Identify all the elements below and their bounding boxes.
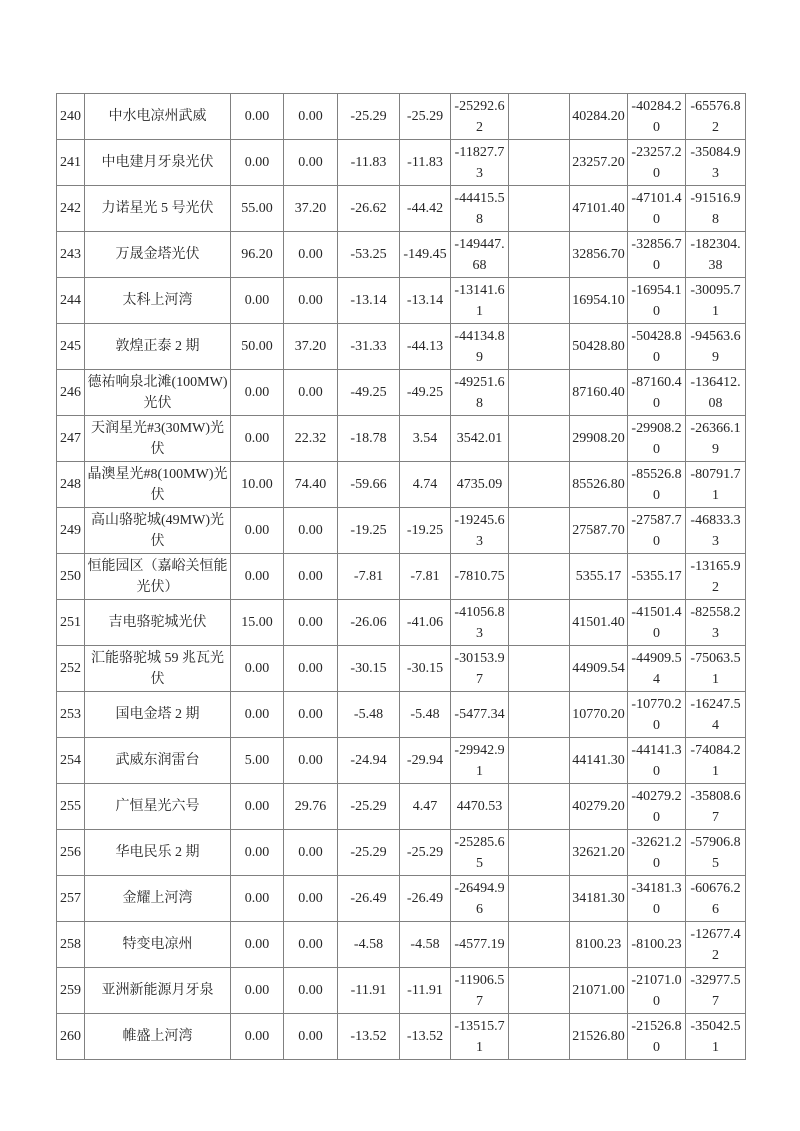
row-number-cell: 257 <box>57 876 85 922</box>
value-cell: 0.00 <box>231 94 284 140</box>
plant-name-cell: 太科上河湾 <box>85 278 231 324</box>
row-number-cell: 256 <box>57 830 85 876</box>
value-cell: 0.00 <box>284 370 338 416</box>
value-cell: -87160.40 <box>628 370 686 416</box>
table-row <box>57 324 746 370</box>
value-cell: -60676.26 <box>686 876 746 922</box>
value-cell <box>509 278 570 324</box>
table-row <box>57 692 746 738</box>
value-cell <box>509 830 570 876</box>
value-cell: -21526.80 <box>628 1014 686 1060</box>
value-cell: 0.00 <box>284 554 338 600</box>
value-cell: -32621.20 <box>628 830 686 876</box>
plant-name-cell: 广恒星光六号 <box>85 784 231 830</box>
plant-name-cell: 恒能园区（嘉峪关恒能光伏） <box>85 554 231 600</box>
plant-name-cell: 金耀上河湾 <box>85 876 231 922</box>
value-cell: 0.00 <box>231 370 284 416</box>
row-number-cell: 259 <box>57 968 85 1014</box>
plant-name-cell: 中电建月牙泉光伏 <box>85 140 231 186</box>
value-cell <box>509 416 570 462</box>
value-cell: 0.00 <box>284 140 338 186</box>
value-cell: -7.81 <box>338 554 400 600</box>
value-cell: -50428.80 <box>628 324 686 370</box>
row-number-cell: 243 <box>57 232 85 278</box>
value-cell: 85526.80 <box>570 462 628 508</box>
table-row <box>57 876 746 922</box>
value-cell: -44.42 <box>400 186 451 232</box>
row-number-cell: 247 <box>57 416 85 462</box>
value-cell: 0.00 <box>231 508 284 554</box>
value-cell: -26494.96 <box>451 876 509 922</box>
value-cell: 0.00 <box>231 646 284 692</box>
value-cell: -25.29 <box>338 94 400 140</box>
value-cell: -23257.20 <box>628 140 686 186</box>
table-row <box>57 600 746 646</box>
value-cell: 0.00 <box>284 1014 338 1060</box>
value-cell: -30095.71 <box>686 278 746 324</box>
value-cell: -11827.73 <box>451 140 509 186</box>
value-cell: 0.00 <box>231 140 284 186</box>
value-cell <box>509 186 570 232</box>
value-cell: 21071.00 <box>570 968 628 1014</box>
value-cell: 44141.30 <box>570 738 628 784</box>
value-cell: 87160.40 <box>570 370 628 416</box>
value-cell: 10770.20 <box>570 692 628 738</box>
value-cell: -25.29 <box>400 94 451 140</box>
row-number-cell: 252 <box>57 646 85 692</box>
value-cell: -11906.57 <box>451 968 509 1014</box>
value-cell <box>509 324 570 370</box>
value-cell: -149.45 <box>400 232 451 278</box>
value-cell: -30.15 <box>338 646 400 692</box>
value-cell: -4.58 <box>338 922 400 968</box>
plant-name-cell: 武威东润雷台 <box>85 738 231 784</box>
table-row <box>57 370 746 416</box>
value-cell: 0.00 <box>284 692 338 738</box>
value-cell: 8100.23 <box>570 922 628 968</box>
plant-name-cell: 国电金塔 2 期 <box>85 692 231 738</box>
value-cell: -26.62 <box>338 186 400 232</box>
table-row <box>57 1014 746 1060</box>
value-cell: 0.00 <box>231 784 284 830</box>
value-cell: 32856.70 <box>570 232 628 278</box>
value-cell: 32621.20 <box>570 830 628 876</box>
value-cell: -18.78 <box>338 416 400 462</box>
value-cell: 0.00 <box>284 600 338 646</box>
value-cell: 40284.20 <box>570 94 628 140</box>
value-cell: -29908.20 <box>628 416 686 462</box>
value-cell: -13165.92 <box>686 554 746 600</box>
value-cell: 0.00 <box>284 968 338 1014</box>
plant-name-cell: 吉电骆驼城光伏 <box>85 600 231 646</box>
value-cell: 0.00 <box>284 922 338 968</box>
value-cell: -53.25 <box>338 232 400 278</box>
value-cell: -21071.00 <box>628 968 686 1014</box>
value-cell: -82558.23 <box>686 600 746 646</box>
value-cell <box>509 508 570 554</box>
value-cell: 41501.40 <box>570 600 628 646</box>
value-cell: 37.20 <box>284 324 338 370</box>
value-cell: -65576.82 <box>686 94 746 140</box>
value-cell: -13.14 <box>400 278 451 324</box>
table-row <box>57 830 746 876</box>
value-cell <box>509 784 570 830</box>
value-cell: 29.76 <box>284 784 338 830</box>
table-row <box>57 140 746 186</box>
row-number-cell: 248 <box>57 462 85 508</box>
row-number-cell: 258 <box>57 922 85 968</box>
value-cell: -11.91 <box>400 968 451 1014</box>
value-cell: -11.83 <box>338 140 400 186</box>
value-cell: -31.33 <box>338 324 400 370</box>
value-cell: -11.83 <box>400 140 451 186</box>
value-cell <box>509 232 570 278</box>
value-cell: -27587.70 <box>628 508 686 554</box>
value-cell: -4.58 <box>400 922 451 968</box>
value-cell <box>509 738 570 784</box>
plant-data-table <box>56 93 746 1060</box>
value-cell: -5355.17 <box>628 554 686 600</box>
value-cell: 27587.70 <box>570 508 628 554</box>
value-cell: 5355.17 <box>570 554 628 600</box>
plant-name-cell: 汇能骆驼城 59 兆瓦光伏 <box>85 646 231 692</box>
value-cell: 40279.20 <box>570 784 628 830</box>
plant-name-cell: 高山骆驼城(49MW)光伏 <box>85 508 231 554</box>
table-row <box>57 232 746 278</box>
value-cell: 34181.30 <box>570 876 628 922</box>
value-cell <box>509 968 570 1014</box>
plant-name-cell: 天润星光#3(30MW)光伏 <box>85 416 231 462</box>
value-cell: 0.00 <box>284 830 338 876</box>
value-cell: 21526.80 <box>570 1014 628 1060</box>
value-cell: -13515.71 <box>451 1014 509 1060</box>
value-cell: 10.00 <box>231 462 284 508</box>
value-cell: -19245.63 <box>451 508 509 554</box>
value-cell: -46833.33 <box>686 508 746 554</box>
value-cell: -13.14 <box>338 278 400 324</box>
plant-name-cell: 帷盛上河湾 <box>85 1014 231 1060</box>
value-cell <box>509 140 570 186</box>
value-cell: 0.00 <box>284 876 338 922</box>
value-cell: -44909.54 <box>628 646 686 692</box>
value-cell: 0.00 <box>231 416 284 462</box>
value-cell: 55.00 <box>231 186 284 232</box>
value-cell: -5.48 <box>338 692 400 738</box>
value-cell: -41.06 <box>400 600 451 646</box>
value-cell: -8100.23 <box>628 922 686 968</box>
value-cell: 0.00 <box>231 830 284 876</box>
row-number-cell: 246 <box>57 370 85 416</box>
row-number-cell: 249 <box>57 508 85 554</box>
value-cell: 0.00 <box>231 692 284 738</box>
value-cell <box>509 554 570 600</box>
value-cell: -7810.75 <box>451 554 509 600</box>
value-cell: 44909.54 <box>570 646 628 692</box>
value-cell <box>509 692 570 738</box>
value-cell: -4577.19 <box>451 922 509 968</box>
value-cell: -25.29 <box>400 830 451 876</box>
table-row <box>57 508 746 554</box>
value-cell: -94563.69 <box>686 324 746 370</box>
value-cell: 0.00 <box>231 968 284 1014</box>
value-cell: -57906.85 <box>686 830 746 876</box>
value-cell: -49251.68 <box>451 370 509 416</box>
plant-name-cell: 华电民乐 2 期 <box>85 830 231 876</box>
table-row <box>57 968 746 1014</box>
value-cell: 0.00 <box>284 646 338 692</box>
value-cell <box>509 462 570 508</box>
value-cell: -35042.51 <box>686 1014 746 1060</box>
value-cell: -41056.83 <box>451 600 509 646</box>
value-cell: 22.32 <box>284 416 338 462</box>
value-cell <box>509 94 570 140</box>
value-cell: -13141.61 <box>451 278 509 324</box>
plant-name-cell: 德祐响泉北滩(100MW)光伏 <box>85 370 231 416</box>
value-cell: -44415.58 <box>451 186 509 232</box>
value-cell: -29942.91 <box>451 738 509 784</box>
value-cell: -32856.70 <box>628 232 686 278</box>
plant-name-cell: 特变电凉州 <box>85 922 231 968</box>
value-cell: 0.00 <box>231 554 284 600</box>
value-cell: -41501.40 <box>628 600 686 646</box>
value-cell: -11.91 <box>338 968 400 1014</box>
value-cell: 47101.40 <box>570 186 628 232</box>
table-row <box>57 462 746 508</box>
value-cell: -24.94 <box>338 738 400 784</box>
value-cell: -16247.54 <box>686 692 746 738</box>
value-cell: 29908.20 <box>570 416 628 462</box>
row-number-cell: 250 <box>57 554 85 600</box>
value-cell: -47101.40 <box>628 186 686 232</box>
table-row <box>57 278 746 324</box>
value-cell: -13.52 <box>338 1014 400 1060</box>
value-cell: -44.13 <box>400 324 451 370</box>
value-cell: 4.47 <box>400 784 451 830</box>
value-cell: -136412.08 <box>686 370 746 416</box>
plant-table-body <box>57 94 746 1060</box>
table-row <box>57 738 746 784</box>
row-number-cell: 241 <box>57 140 85 186</box>
value-cell: 0.00 <box>284 508 338 554</box>
table-row <box>57 784 746 830</box>
row-number-cell: 244 <box>57 278 85 324</box>
value-cell: -19.25 <box>338 508 400 554</box>
value-cell: 4735.09 <box>451 462 509 508</box>
value-cell: -26.49 <box>338 876 400 922</box>
value-cell: -80791.71 <box>686 462 746 508</box>
value-cell: -34181.30 <box>628 876 686 922</box>
value-cell: -26.49 <box>400 876 451 922</box>
value-cell: -85526.80 <box>628 462 686 508</box>
value-cell <box>509 370 570 416</box>
plant-name-cell: 力诺星光 5 号光伏 <box>85 186 231 232</box>
row-number-cell: 240 <box>57 94 85 140</box>
plant-name-cell: 万晟金塔光伏 <box>85 232 231 278</box>
value-cell: 0.00 <box>231 1014 284 1060</box>
value-cell: 50.00 <box>231 324 284 370</box>
table-row <box>57 554 746 600</box>
value-cell <box>509 876 570 922</box>
value-cell: 37.20 <box>284 186 338 232</box>
table-row <box>57 646 746 692</box>
value-cell: -16954.10 <box>628 278 686 324</box>
row-number-cell: 242 <box>57 186 85 232</box>
value-cell: -25.29 <box>338 784 400 830</box>
value-cell: -182304.38 <box>686 232 746 278</box>
value-cell: 0.00 <box>284 232 338 278</box>
value-cell: -29.94 <box>400 738 451 784</box>
row-number-cell: 254 <box>57 738 85 784</box>
row-number-cell: 253 <box>57 692 85 738</box>
value-cell: 4470.53 <box>451 784 509 830</box>
value-cell: 0.00 <box>284 94 338 140</box>
value-cell: 96.20 <box>231 232 284 278</box>
value-cell: 0.00 <box>284 738 338 784</box>
value-cell: -13.52 <box>400 1014 451 1060</box>
plant-name-cell: 晶澳星光#8(100MW)光伏 <box>85 462 231 508</box>
value-cell <box>509 600 570 646</box>
plant-name-cell: 中水电凉州武威 <box>85 94 231 140</box>
table-row <box>57 416 746 462</box>
value-cell: -25292.62 <box>451 94 509 140</box>
value-cell: 50428.80 <box>570 324 628 370</box>
value-cell: 0.00 <box>284 278 338 324</box>
value-cell: -40284.20 <box>628 94 686 140</box>
value-cell: -74084.21 <box>686 738 746 784</box>
value-cell: -44141.30 <box>628 738 686 784</box>
value-cell: -26.06 <box>338 600 400 646</box>
value-cell: -35808.67 <box>686 784 746 830</box>
row-number-cell: 260 <box>57 1014 85 1060</box>
value-cell <box>509 646 570 692</box>
value-cell: -30153.97 <box>451 646 509 692</box>
value-cell: -7.81 <box>400 554 451 600</box>
value-cell: -10770.20 <box>628 692 686 738</box>
value-cell: -19.25 <box>400 508 451 554</box>
value-cell: 0.00 <box>231 278 284 324</box>
table-row <box>57 922 746 968</box>
value-cell: 4.74 <box>400 462 451 508</box>
row-number-cell: 251 <box>57 600 85 646</box>
value-cell: -49.25 <box>338 370 400 416</box>
table-row <box>57 186 746 232</box>
value-cell: -91516.98 <box>686 186 746 232</box>
value-cell: 0.00 <box>231 876 284 922</box>
value-cell: -59.66 <box>338 462 400 508</box>
value-cell: 3.54 <box>400 416 451 462</box>
plant-name-cell: 敦煌正泰 2 期 <box>85 324 231 370</box>
value-cell: -35084.93 <box>686 140 746 186</box>
value-cell: 5.00 <box>231 738 284 784</box>
row-number-cell: 245 <box>57 324 85 370</box>
value-cell: 15.00 <box>231 600 284 646</box>
value-cell: -25285.65 <box>451 830 509 876</box>
value-cell: -30.15 <box>400 646 451 692</box>
value-cell <box>509 922 570 968</box>
value-cell: -25.29 <box>338 830 400 876</box>
plant-name-cell: 亚洲新能源月牙泉 <box>85 968 231 1014</box>
value-cell <box>509 1014 570 1060</box>
row-number-cell: 255 <box>57 784 85 830</box>
value-cell: -5477.34 <box>451 692 509 738</box>
value-cell: 16954.10 <box>570 278 628 324</box>
value-cell: -49.25 <box>400 370 451 416</box>
value-cell: 23257.20 <box>570 140 628 186</box>
value-cell: 74.40 <box>284 462 338 508</box>
value-cell: 3542.01 <box>451 416 509 462</box>
value-cell: -26366.19 <box>686 416 746 462</box>
value-cell: -12677.42 <box>686 922 746 968</box>
value-cell: -44134.89 <box>451 324 509 370</box>
table-row <box>57 94 746 140</box>
value-cell: -75063.51 <box>686 646 746 692</box>
value-cell: 0.00 <box>231 922 284 968</box>
value-cell: -5.48 <box>400 692 451 738</box>
value-cell: -32977.57 <box>686 968 746 1014</box>
value-cell: -149447.68 <box>451 232 509 278</box>
value-cell: -40279.20 <box>628 784 686 830</box>
